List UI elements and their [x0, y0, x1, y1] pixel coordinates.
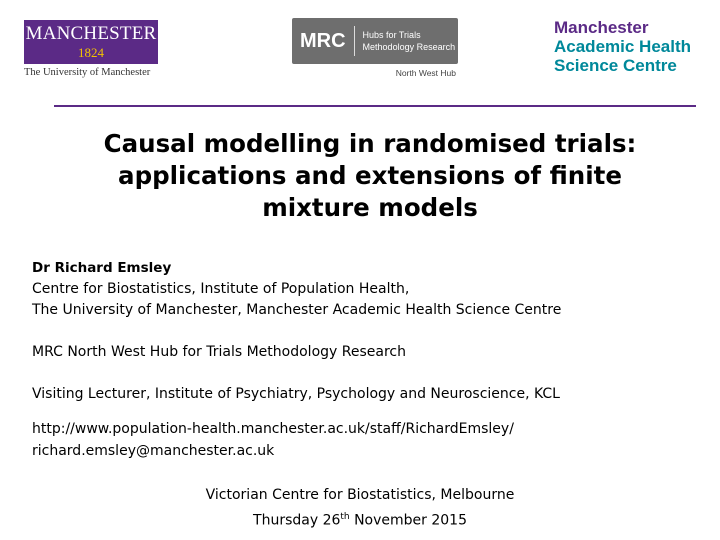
event-date [0, 506, 720, 532]
mrc-logo-mark: MRC [292, 26, 355, 56]
venue: Victorian Centre for Biostatistics, Melbourne [205, 487, 515, 503]
mrc-hub-logo [292, 18, 458, 78]
title-line-2: applications and extensions of finite [118, 161, 622, 190]
manchester-logo-subtitle: The University of Manchester [24, 67, 151, 78]
mahsc-logo-line1: Manchester [554, 18, 649, 37]
mrc-logo-line2: Methodology Research [362, 42, 456, 52]
title-line-3: mixture models [262, 193, 478, 222]
date-day: Thursday 26 [253, 512, 341, 529]
author-name: Dr Richard Emsley [32, 260, 172, 276]
affiliation-line-2: The University of Manchester, Manchester Academic Health Science Centre [32, 302, 562, 318]
manchester-logo-block [24, 20, 158, 64]
mahsc-logo-line2: Academic Health [554, 37, 691, 56]
mahsc-logo [554, 18, 714, 75]
mrc-logo-line1: Hubs for Trials [362, 30, 421, 40]
manchester-logo-name: MANCHESTER [25, 23, 157, 44]
affiliation-line-1: Centre for Biostatistics, Institute of Population Health, [32, 281, 410, 297]
contact-block [32, 418, 692, 462]
manchester-logo-year: 1824 [78, 45, 104, 60]
visiting-affiliation: Visiting Lecturer, Institute of Psychiatry, Psychology and Neuroscience, KCL [32, 386, 560, 402]
event-footer [0, 484, 720, 532]
profile-url: http://www.population-health.manchester.ac.uk/staff/RichardEmsley/ [32, 421, 514, 437]
mahsc-logo-line3: Science Centre [554, 56, 677, 75]
slide-title [70, 128, 670, 224]
date-month-year: November 2015 [349, 512, 467, 529]
hub-affiliation: MRC North West Hub for Trials Methodology Research [32, 344, 406, 360]
mrc-logo-region: North West Hub [395, 68, 456, 78]
author-block [32, 258, 692, 321]
university-of-manchester-logo [24, 20, 158, 78]
title-line-1: Causal modelling in randomised trials: [103, 129, 637, 158]
header-divider [54, 105, 696, 107]
mrc-logo-box [292, 18, 458, 64]
mrc-logo-text [355, 29, 456, 53]
date-ordinal-suffix: th [340, 512, 350, 522]
email-address: richard.emsley@manchester.ac.uk [32, 443, 275, 459]
